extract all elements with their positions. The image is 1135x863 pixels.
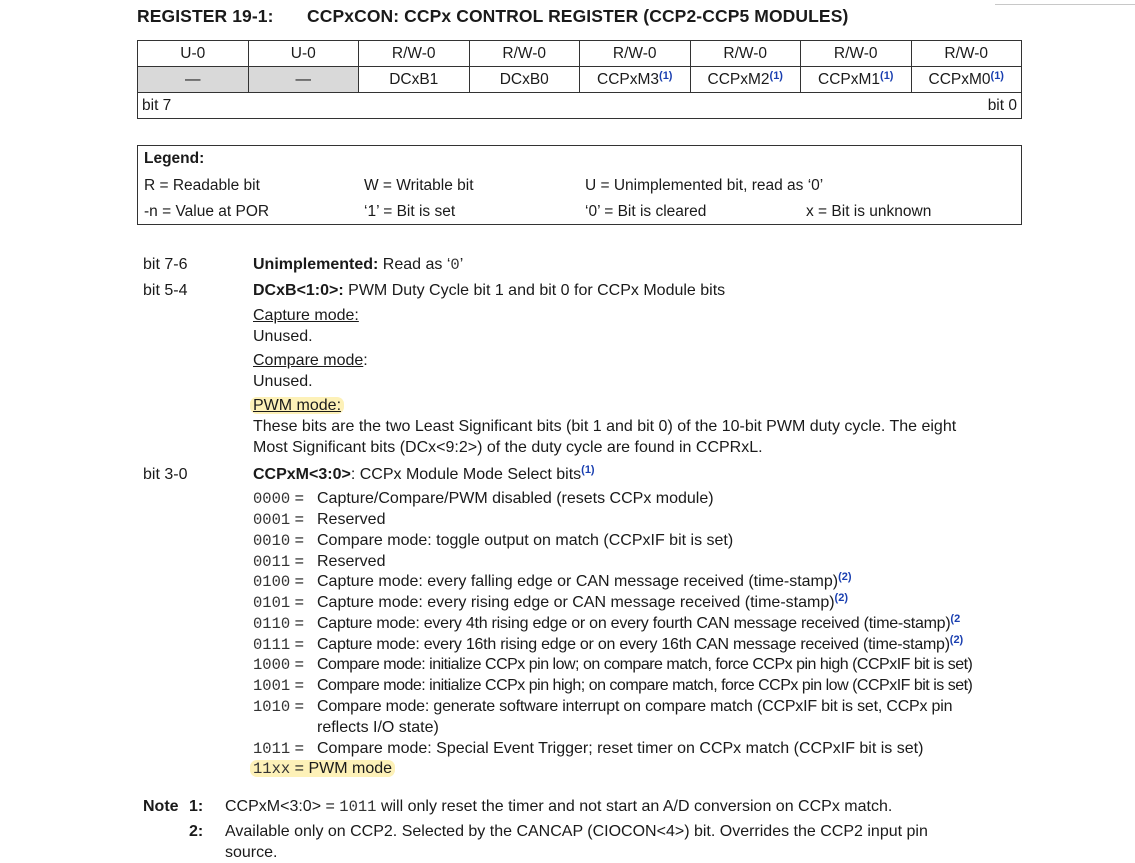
footnote-ref[interactable]: (2 — [950, 613, 961, 625]
bit-5-4-description — [253, 282, 725, 300]
mode-code: 1000 = — [253, 656, 305, 674]
mode-row — [253, 698, 952, 716]
mode-code: 0010 = — [253, 532, 305, 550]
footnote-ref[interactable]: (1) — [659, 69, 673, 82]
mode-row-pwm — [253, 760, 395, 778]
mode-text: Reserved — [317, 511, 386, 528]
field-text: PWM Duty Cycle bit 1 and bit 0 for CCPx Module bits — [343, 282, 726, 299]
access-cell: U-0 — [138, 41, 249, 67]
mode-text: Capture mode: every 16th rising edge or on every 16th CAN message received (time-stamp) — [317, 636, 950, 653]
note-2-text-line-1: Available only on CCP2. Selected by the CANCAP (CIOCON<4>) bit. Overrides the CCP2 input pin — [225, 823, 928, 840]
bit-name: CCPxM3 — [597, 70, 660, 88]
access-row — [138, 41, 1022, 67]
bit-name-cell — [359, 67, 470, 93]
bit-range-row — [138, 93, 1022, 119]
mode-code: 0110 = — [253, 615, 305, 633]
mode-text: Compare mode: initialize CCPx pin high; on compare match, force CCPx pin low (CCPxIF bit is set) — [317, 677, 973, 694]
mode-eq: = — [290, 760, 309, 777]
access-cell: R/W-0 — [580, 41, 691, 67]
note-1-number: 1: — [189, 798, 204, 815]
mode-text: Capture mode: every rising edge or CAN message received (time-stamp) — [317, 594, 835, 611]
mode-row — [253, 656, 972, 674]
mode-code: 1010 = — [253, 698, 305, 716]
bit-name: DCxB1 — [389, 70, 439, 88]
note-2-text-line-2: source. — [225, 844, 278, 861]
field-text: : CCPx Module Mode Select bits — [350, 466, 582, 483]
mode-text: Compare mode: Special Event Trigger; reset timer on CCPx match (CCPxIF bit is set) — [317, 740, 924, 757]
note-1-text: CCPxM<3:0> = 1011 will only reset the timer and not start an A/D conversion on CCPx match. — [225, 798, 893, 816]
pwm-mode-heading-text: PWM mode: — [250, 397, 344, 414]
mode-row — [253, 573, 852, 591]
footnote-ref[interactable]: (2) — [834, 592, 848, 604]
bit-name: CCPxM0 — [928, 70, 991, 88]
bit-label-5-4: bit 5-4 — [143, 282, 188, 299]
bit-right-label: bit 0 — [987, 96, 1017, 114]
compare-mode-heading-text: Compare mode — [253, 352, 364, 369]
mode-row — [253, 615, 960, 633]
mode-row — [253, 740, 923, 758]
bit-name-cell — [138, 67, 249, 93]
mode-row — [253, 636, 963, 654]
bit-name-cell — [690, 67, 801, 93]
bit-name-cell — [911, 67, 1022, 93]
bit-3-0-description — [253, 466, 595, 484]
mode-row — [253, 490, 714, 508]
compare-mode-heading — [253, 352, 368, 370]
mode-row-continuation — [253, 719, 439, 737]
bit-name: DCxB0 — [499, 70, 549, 88]
bit-name: — — [185, 70, 201, 88]
access-cell: R/W-0 — [801, 41, 912, 67]
mode-text: Capture/Compare/PWM disabled (resets CCPx module) — [317, 490, 714, 507]
pwm-mode-text-line-2: Most Significant bits (DCx<9:2>) of the duty cycle are found in CCPRxL. — [253, 439, 763, 456]
mode-row — [253, 594, 848, 612]
register-title — [137, 6, 848, 27]
register-bit-table — [137, 40, 1022, 119]
pwm-mode-highlight — [250, 760, 395, 777]
mode-code: 0001 = — [253, 511, 305, 529]
bit-name-cell — [580, 67, 691, 93]
legend-unimplemented: U = Unimplemented bit, read as ‘0’ — [585, 177, 824, 194]
field-name: DCxB<1:0>: — [253, 282, 344, 299]
legend-set: ‘1’ = Bit is set — [364, 203, 456, 220]
pwm-mode-heading — [253, 397, 344, 415]
mode-text: Reserved — [317, 553, 386, 570]
footnote-ref[interactable]: (1) — [880, 69, 894, 82]
legend-readable: R = Readable bit — [144, 177, 260, 194]
mode-text: Compare mode: generate software interrupt on compare match (CCPxIF bit is set, CCPx pin — [317, 698, 953, 715]
bit-label-3-0: bit 3-0 — [143, 466, 188, 483]
footnote-ref[interactable]: (2) — [838, 571, 852, 583]
bit-name: CCPxM1 — [818, 70, 881, 88]
mode-code: 0101 = — [253, 594, 305, 612]
bit-label-7-6: bit 7-6 — [143, 256, 188, 273]
field-name: CCPxM<3:0> — [253, 466, 351, 483]
mode-code: 0011 = — [253, 553, 305, 571]
footnote-ref[interactable]: (2) — [949, 634, 964, 646]
footnote-ref[interactable]: (1) — [990, 69, 1004, 82]
access-cell: U-0 — [248, 41, 359, 67]
legend-writable: W = Writable bit — [364, 177, 474, 194]
mode-code: 0100 = — [253, 573, 305, 591]
capture-mode-heading: Capture mode: — [253, 307, 359, 324]
footnote-ref[interactable]: (1) — [581, 464, 595, 476]
legend-por: -n = Value at POR — [144, 203, 270, 220]
access-cell: R/W-0 — [690, 41, 801, 67]
access-cell: R/W-0 — [469, 41, 580, 67]
mode-code: 0111 = — [253, 636, 305, 654]
bit-name: — — [295, 70, 311, 88]
bit-name-row — [138, 67, 1022, 93]
compare-mode-text: Unused. — [253, 373, 313, 390]
legend-box — [137, 145, 1022, 225]
bit-7-6-description — [253, 256, 463, 274]
mode-text: Capture mode: every 4th rising edge or on every fourth CAN message received (time-stamp) — [317, 615, 951, 632]
access-cell: R/W-0 — [911, 41, 1022, 67]
field-name: Unimplemented: — [253, 256, 379, 273]
mode-row — [253, 677, 972, 695]
code-value: 0 — [450, 256, 460, 274]
mode-row — [253, 553, 385, 571]
bit-left-label: bit 7 — [142, 96, 172, 114]
mode-code: 11xx — [253, 760, 291, 778]
legend-unknown: x = Bit is unknown — [806, 203, 932, 220]
mode-text: Compare mode: toggle output on match (CCPxIF bit is set) — [317, 532, 734, 549]
access-cell: R/W-0 — [359, 41, 470, 67]
code-value: 1011 — [339, 798, 377, 816]
bit-name-cell — [248, 67, 359, 93]
mode-text: Capture mode: every falling edge or CAN message received (time-stamp) — [317, 573, 839, 590]
bit-name-cell — [801, 67, 912, 93]
mode-row — [253, 532, 733, 550]
footnote-ref[interactable]: (1) — [769, 69, 783, 82]
register-number: REGISTER 19-1: — [137, 6, 274, 26]
compare-mode-colon: : — [363, 352, 368, 369]
mode-text: reflects I/O state) — [317, 719, 439, 736]
mode-text: PWM mode — [308, 760, 393, 777]
mode-row — [253, 511, 385, 529]
mode-code: 0000 = — [253, 490, 305, 508]
legend-cleared: ‘0’ = Bit is cleared — [585, 203, 707, 220]
field-text-tail: ’ — [459, 256, 464, 273]
bit-name: CCPxM2 — [707, 70, 770, 88]
field-text: Read as ‘ — [378, 256, 451, 273]
bit-range-cell — [138, 93, 1022, 119]
note-2-number: 2: — [189, 823, 204, 840]
register-name: CCPxCON: CCPx CONTROL REGISTER (CCP2-CCP5 MODULES) — [307, 6, 849, 26]
mode-code: 1011 = — [253, 740, 305, 758]
mode-code: 1001 = — [253, 677, 305, 695]
bit-name-cell — [469, 67, 580, 93]
legend-title: Legend: — [144, 150, 205, 167]
pwm-mode-text-line-1: These bits are the two Least Significant bits (bit 1 and bit 0) of the 10-bit PWM duty cycle. The eight — [253, 418, 957, 435]
capture-mode-text: Unused. — [253, 328, 313, 345]
note-label: Note — [143, 798, 179, 815]
mode-text: Compare mode: initialize CCPx pin low; on compare match, force CCPx pin high (CCPxIF bit is set) — [317, 656, 973, 673]
top-rule — [995, 4, 1135, 5]
